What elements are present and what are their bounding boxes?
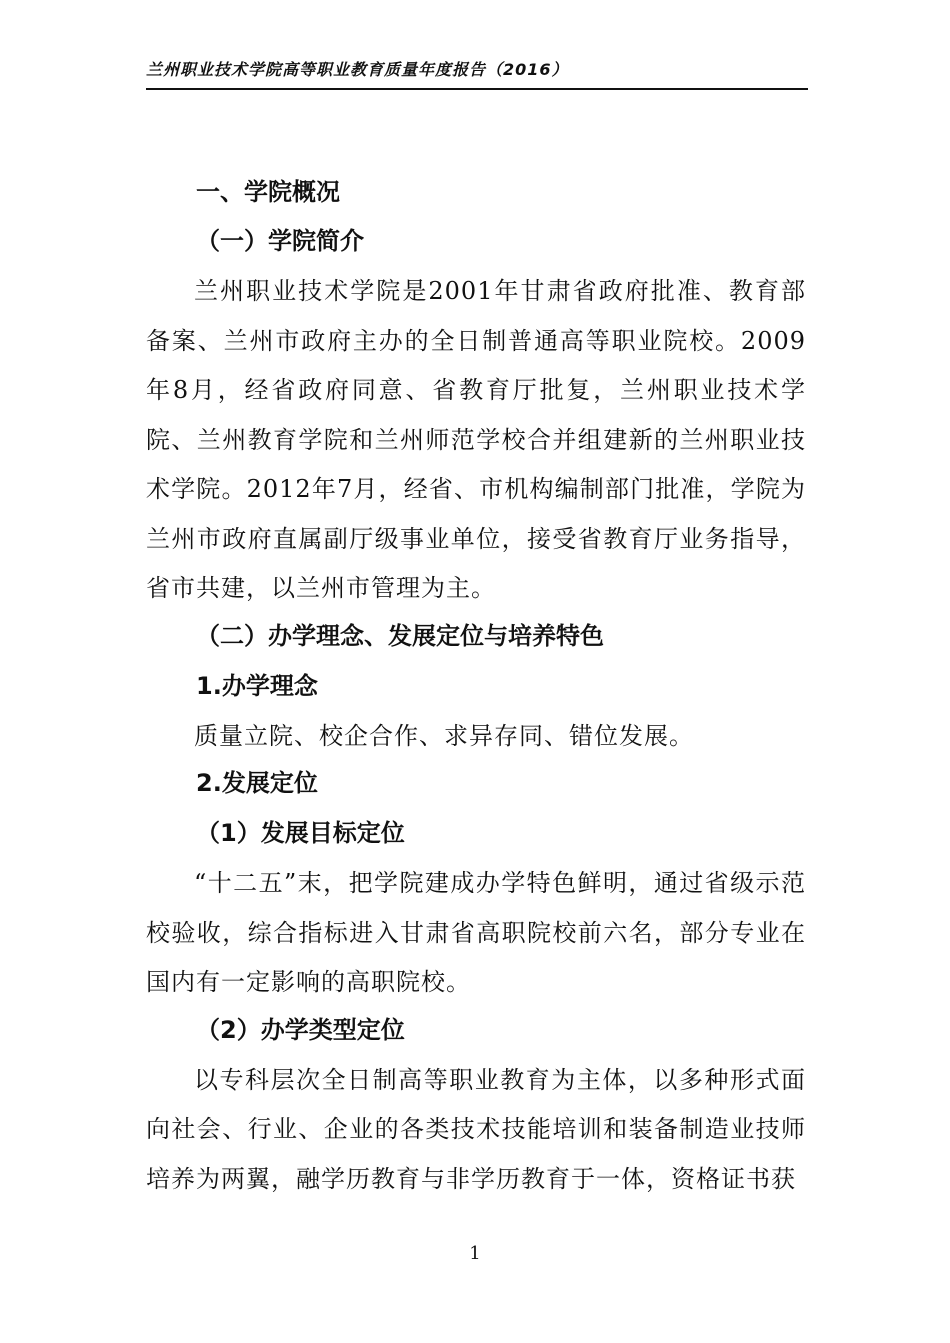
paragraph-goal: “十二五”末，把学院建成办学特色鲜明，通过省级示范校验收，综合指标进入甘肃省高职院校前六名，部分专业在国内有一定影响的高职院校。 [146,869,806,996]
header-rule [146,88,808,90]
section-title: 一、学院概况 [196,178,340,206]
paragraph-intro: 兰州职业技术学院是2001年甘肃省政府批准、教育部备案、兰州市政府主办的全日制普通高等职业院校。2009年8月，经省政府同意、省教育厅批复，兰州职业技术学院、兰州教育学院和兰州师范学校合并组建新的兰州职业技术学院。2012年7月，经省、市机构编制部门批准，学院为兰州市政府直属副厅级事业单位，接受省教育厅业务指导，省市共建，以兰州市管理为主。 [146,277,806,602]
paragraph-philosophy: 质量立院、校企合作、求异存同、错位发展。 [194,721,694,750]
item-title-philosophy: 1.办学理念 [196,671,318,700]
item-title-positioning: 2.发展定位 [196,769,318,797]
page-number: 1 [469,1243,481,1264]
item-title-type: （2）办学类型定位 [196,1015,405,1044]
paragraph-type: 以专科层次全日制高等职业教育为主体，以多种形式面向社会、行业、企业的各类技术技能培训和装备制造业技师培养为两翼，融学历教育与非学历教育于一体，资格证书获 [146,1065,806,1193]
item-title-goal: （1）发展目标定位 [196,819,405,847]
subsection-title-philosophy: （二）办学理念、发展定位与培养特色 [196,621,604,650]
page-body [146,176,806,1210]
subsection-title-intro: （一）学院简介 [196,227,364,255]
running-header: 兰州职业技术学院高等职业教育质量年度报告（2016） [146,60,569,79]
